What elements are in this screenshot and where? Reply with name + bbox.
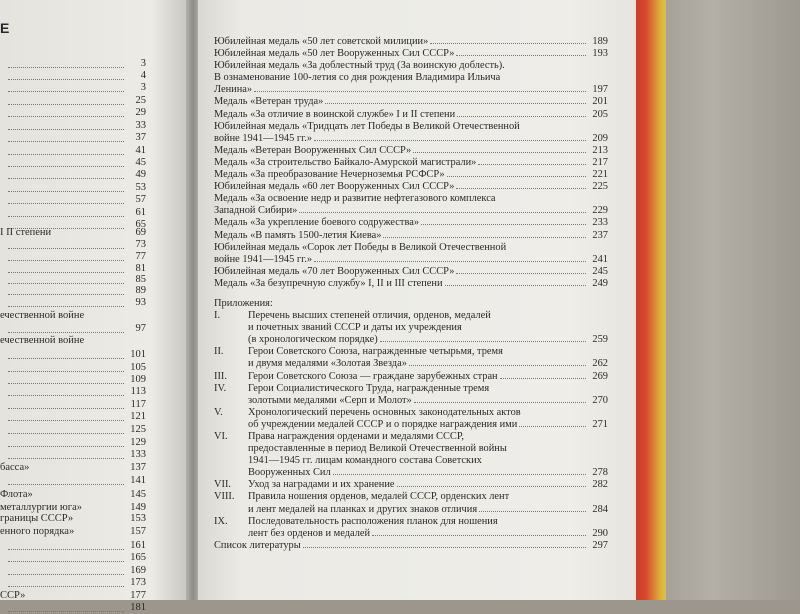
left-toc-page: 4 [140,70,146,81]
left-toc-page: 89 [135,285,146,296]
left-toc-leader [8,283,124,284]
toc-entry-tail [214,169,608,181]
toc-leader-dots [383,237,586,238]
toc-entry-tail [214,36,608,48]
left-toc-leader [8,358,124,359]
toc-leader-dots [299,212,586,213]
left-toc-page: 145 [130,489,146,500]
appendix-tail [248,358,608,370]
toc-leader-dots [479,511,586,512]
left-toc-leader [8,104,124,105]
toc-entry-tail [214,145,608,157]
toc-entry-tail [214,230,608,242]
left-toc-page: 101 [130,349,146,360]
appendix-body [248,371,608,383]
left-toc-page: 137 [130,462,146,473]
left-toc-text: Флота» [0,489,33,500]
left-toc-page: 157 [130,526,146,537]
appendix-number: V. [214,406,223,418]
appendix-title-text: (в хронологическом порядке) [248,334,378,346]
left-toc-text: I II степени [0,227,52,238]
toc-page-number: 270 [592,394,608,406]
toc-page-number: 217 [592,156,608,168]
toc-page-number: 241 [592,253,608,265]
appendix-number: I. [214,310,221,322]
left-toc-page: 181 [130,602,146,613]
left-toc-page: 33 [135,120,146,131]
toc-entry-title: Юбилейная медаль «50 лет Вооруженных Сил СССР» [214,48,455,60]
left-toc-leader [8,395,124,396]
toc-entries [214,36,608,290]
left-toc-page: 161 [130,540,146,551]
toc-entry-line: Медаль «За освоение недр и развитие нефтегазового комплекса [214,193,496,205]
toc-entry-tail [214,254,608,266]
toc-leader-dots [333,474,586,475]
toc-leader-dots [447,176,586,177]
left-toc-page: 3 [140,58,146,69]
appendix-item [214,346,608,370]
toc-leader-dots [325,103,586,104]
left-toc-page: 129 [130,437,146,448]
toc-page-number: 197 [592,84,608,96]
appendix-body [248,431,608,479]
left-page [0,0,188,613]
appendix-item [214,479,608,491]
left-toc-text: ечественной войне [0,335,85,346]
appendix-item [214,407,608,431]
appendix-item [214,383,608,407]
toc-entry-title: Медаль «В память 1500-летия Киева» [214,229,382,241]
toc-entry-tail [214,133,608,145]
appendix-line: и почетных званий СССР и даты их учреждения [248,322,462,334]
left-toc-leader [8,371,124,372]
toc-page-number: 271 [592,418,608,430]
appendix-body [248,346,608,370]
toc-entry-tail [214,84,608,96]
left-toc-page: 165 [130,552,146,563]
appendix-item [214,431,608,479]
toc-leader-dots [303,547,586,548]
appendix-item [214,491,608,515]
left-toc-leader [8,561,124,562]
left-toc-leader [8,216,124,217]
toc-entry-tail [214,157,608,169]
left-toc-page: 153 [130,513,146,524]
appendix-line: Последовательность расположения планок для ношения [248,515,498,527]
appendix-title-text: Список литературы [214,539,301,551]
toc-entry-line: Юбилейная медаль «Сорок лет Победы в Великой Отечественной [214,241,507,253]
toc-leader-dots [380,341,586,342]
toc-page-number: 297 [592,539,608,551]
toc-page-number: 221 [592,169,608,181]
appendix-tail [248,419,608,431]
toc-entry-title: Ленина» [214,84,253,96]
toc-entry [214,169,608,181]
toc-page-number: 205 [592,108,608,120]
appendix-section [214,298,608,552]
left-toc-page: 113 [130,386,146,397]
toc-leader-dots [500,378,586,379]
left-toc-page: 141 [130,475,146,486]
appendix-title-text: и двумя медалями «Золотая Звезда» [248,358,407,370]
appendix-title-text: Вооруженных Сил [248,467,331,479]
appendix-body [248,383,608,407]
appendix-title-text: Герои Советского Союза — граждане зарубежных стран [248,370,498,382]
left-toc-leader [8,433,124,434]
toc-entry-title: войне 1941—1945 гг.» [214,132,313,144]
appendix-item [214,371,608,383]
toc-leader-dots [397,486,586,487]
toc-entry-title: Юбилейная медаль «60 лет Вооруженных Сил СССР» [214,181,455,193]
left-toc-page: 121 [130,411,146,422]
left-toc-page: 125 [130,424,146,435]
toc-leader-dots [314,261,586,262]
toc-page-number: 278 [592,467,608,479]
left-toc-leader [8,458,124,459]
appendix-tail [214,540,608,552]
toc-entry-tail [214,266,608,278]
appendix-body [248,491,608,515]
toc-leader-dots [413,152,586,153]
left-toc-leader [8,446,124,447]
left-toc-leader [8,611,124,612]
left-toc-page: 133 [130,449,146,460]
appendix-item [214,516,608,540]
left-page-heading: Е [0,20,10,36]
left-toc-text: енного порядка» [0,526,75,537]
left-toc-page: 29 [135,107,146,118]
left-toc-leader [8,141,124,142]
appendix-line: Правила ношения орденов, медалей СССР, орденских лент [248,491,510,503]
left-toc-page: 45 [135,157,146,168]
left-toc-page: 109 [130,374,146,385]
left-toc-page: 61 [135,207,146,218]
left-toc-page: 105 [130,362,146,373]
toc-page-number: 213 [592,144,608,156]
left-toc-page: 41 [135,145,146,156]
left-toc-page: 69 [135,227,146,238]
toc-entry [214,242,608,266]
appendix-tail [248,467,608,479]
left-toc-leader [8,383,124,384]
toc-entry-line: Юбилейная медаль «Тридцать лет Победы в Великой Отечественной [214,120,520,132]
left-toc-leader [8,129,124,130]
toc-leader-dots [456,273,586,274]
appendix-body [248,407,608,431]
toc-entry-tail [214,217,608,229]
appendix-title-text: лент без орденов и медалей [248,527,371,539]
left-toc-page: 53 [135,182,146,193]
toc-entry-title: Медаль «Ветеран Вооруженных Сил СССР» [214,144,412,156]
left-toc-page: 49 [135,169,146,180]
left-toc-leader [8,294,124,295]
appendix-title-text: Уход за наградами и их хранение [248,479,395,491]
left-toc-page: 57 [135,194,146,205]
toc-entry [214,181,608,193]
appendix-line: Перечень высших степеней отличия, орденов, медалей [248,310,491,322]
appendix-number: III. [214,370,227,382]
toc-leader-dots [409,365,586,366]
toc-entry [214,36,608,48]
appendix-line: Герои Советского Союза, награжденные четырьмя, тремя [248,346,503,358]
toc-entry [214,217,608,229]
toc-page-number: 249 [592,277,608,289]
left-toc-leader [8,203,124,204]
left-toc-leader [8,248,124,249]
toc-page-number: 209 [592,132,608,144]
toc-page-number: 290 [592,527,608,539]
appendix-line: Хронологический перечень основных законодательных актов [248,406,521,418]
left-toc-text: границы СССР» [0,513,74,524]
toc-entry-title: Медаль «За безупречную службу» I, II и III степени [214,277,443,289]
left-toc-leader [8,306,124,307]
toc-entry-title: Медаль «За отличие в воинской службе» I и II степени [214,108,456,120]
toc-entry-title: Медаль «За укрепление боевого содружества» [214,217,420,229]
book-cover-edge [632,0,666,600]
toc-page-number: 225 [592,181,608,193]
appendix-tail [248,371,608,383]
toc-leader-dots [414,402,586,403]
appendix-number: VIII. [214,491,235,503]
toc-entry [214,60,608,96]
left-toc-page: 173 [130,577,146,588]
appendix-number: IX. [214,515,228,527]
toc-page-number: 237 [592,229,608,241]
left-toc-leader [8,408,124,409]
left-toc-leader [8,154,124,155]
toc-page-number: 193 [592,48,608,60]
toc-page-number: 201 [592,96,608,108]
toc-page-number: 284 [592,503,608,515]
toc-entry [214,157,608,169]
toc-entry-tail [214,109,608,121]
left-toc-text: басса» [0,462,30,473]
left-toc-leader [8,67,124,68]
left-toc-leader [8,166,124,167]
toc-leader-dots [430,43,586,44]
left-toc-text: ечественной войне [0,310,85,321]
appendix-item [214,540,608,552]
toc-page-number: 233 [592,217,608,229]
toc-entry-title: войне 1941—1945 гг.» [214,253,313,265]
toc-leader-dots [457,116,586,117]
toc-entry [214,193,608,217]
toc-leader-dots [478,164,586,165]
left-toc-page: 149 [130,502,146,513]
appendix-line: Герои Социалистического Труда, награжденные тремя [248,382,490,394]
toc-leader-dots [254,91,586,92]
appendix-tail [248,479,608,491]
appendix-tail [248,395,608,407]
appendix-title-text: об учреждении медалей СССР и о порядке награждения ими [248,418,518,430]
toc-entry-tail [214,205,608,217]
toc-entry [214,266,608,278]
toc-leader-dots [421,224,586,225]
background-table [655,0,800,600]
toc-entry [214,109,608,121]
toc-entry [214,48,608,60]
appendix-number: II. [214,346,224,358]
left-toc-text: ССР» [0,590,26,601]
appendix-body [248,516,608,540]
toc-entry-tail [214,48,608,60]
appendix-title-text: золотыми медалями «Серп и Молот» [248,394,412,406]
left-toc-page: 65 [135,219,146,230]
toc-page-number: 282 [592,479,608,491]
left-toc-leader [8,332,124,333]
toc-leader-dots [456,55,586,56]
left-toc-leader [8,549,124,550]
toc-entry-title: Медаль «Ветеран труда» [214,96,324,108]
left-toc-leader [8,420,124,421]
left-toc-page: 177 [130,590,146,601]
left-toc-leader [8,272,124,273]
toc-entry-line: Юбилейная медаль «За доблестный труд (За воинскую доблесть). [214,60,505,72]
appendix-line: 1941—1945 гг. лицам командного состава Советских [248,455,482,467]
left-toc-leader [8,586,124,587]
appendix-line: Права награждения орденами и медалями СССР, [248,431,464,442]
left-toc-leader [8,79,124,80]
toc-leader-dots [314,140,586,141]
toc-leader-dots [372,535,586,536]
appendix-body [214,540,608,552]
toc-entry-tail [214,96,608,108]
table-of-contents [214,36,608,552]
toc-entry-tail [214,278,608,290]
left-toc-page: 3 [140,82,146,93]
appendix-number: VII. [214,479,232,491]
left-toc-page: 169 [130,565,146,576]
left-toc-page: 25 [135,95,146,106]
appendix-title: Приложения: [214,297,273,309]
toc-entry-title: Медаль «За строительство Байкало-Амурской магистрали» [214,156,477,168]
left-toc-page: 85 [135,274,146,285]
toc-page-number: 245 [592,265,608,277]
toc-entry-title: Юбилейная медаль «50 лет советской милиции» [214,36,429,47]
left-toc-page: 77 [135,251,146,262]
left-toc-leader [8,260,124,261]
left-toc-text: металлургии юга» [0,502,82,513]
toc-page-number: 259 [592,334,608,346]
left-toc-page: 97 [135,323,146,334]
appendix-item [214,310,608,346]
toc-entry [214,145,608,157]
left-toc-leader [8,116,124,117]
left-toc-leader [8,178,124,179]
toc-leader-dots [456,188,586,189]
toc-entry [214,121,608,145]
left-toc-page: 37 [135,132,146,143]
left-toc-page: 81 [135,263,146,274]
left-toc-page: 117 [130,399,146,410]
toc-page-number: 262 [592,358,608,370]
toc-entry [214,96,608,108]
toc-entry-title: Медаль «За преобразование Нечерноземья РСФСР» [214,169,445,181]
toc-entry [214,278,608,290]
appendix-tail [248,504,608,516]
toc-entry [214,230,608,242]
appendix-body [248,310,608,346]
appendix-tail [248,334,608,346]
toc-entry-title: Западной Сибири» [214,205,298,217]
appendix-line: предоставленные в период Великой Отечественной войны [248,443,507,455]
right-page [198,0,636,600]
left-toc-page: 73 [135,239,146,250]
left-toc-leader [8,91,124,92]
left-toc-leader [8,191,124,192]
toc-page-number: 189 [592,36,608,47]
appendix-list [214,310,608,552]
appendix-tail [248,528,608,540]
appendix-number: VI. [214,431,228,442]
toc-leader-dots [445,285,586,286]
toc-entry-tail [214,181,608,193]
toc-page-number: 269 [592,370,608,382]
left-toc-leader [8,484,124,485]
toc-entry-title: Юбилейная медаль «70 лет Вооруженных Сил СССР» [214,265,455,277]
appendix-number: IV. [214,382,227,394]
appendix-title-text: и лент медалей на планках и других знаков отличия [248,503,478,515]
appendix-body [248,479,608,491]
toc-entry-line: В ознаменование 100-летия со дня рождения Владимира Ильича [214,72,501,84]
toc-leader-dots [519,426,586,427]
left-toc-leader [8,574,124,575]
left-toc-page: 93 [135,297,146,308]
toc-page-number: 229 [592,205,608,217]
